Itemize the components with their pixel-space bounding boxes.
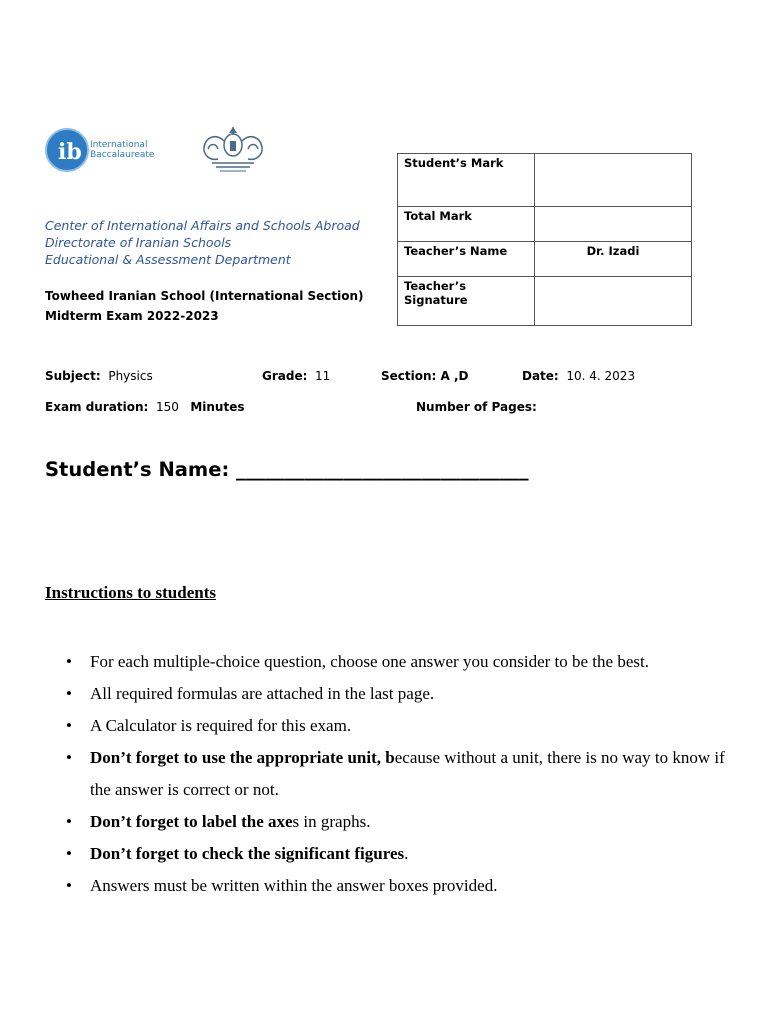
duration-value: 150	[155, 400, 179, 414]
pages-field	[416, 400, 537, 414]
duration-label: Exam duration:	[45, 400, 149, 414]
grade-label: Grade:	[262, 369, 308, 383]
subject-value: Physics	[108, 369, 153, 383]
marks-value-student-mark[interactable]	[535, 154, 692, 207]
marks-label: Teacher’s Name	[398, 242, 535, 277]
instruction-item: • A Calculator is required for this exam.	[45, 710, 745, 742]
department-line-1: Center of International Affairs and Schools Abroad	[45, 218, 360, 233]
student-name-field[interactable]: Student’s Name: ______________________________	[45, 458, 529, 481]
marks-table	[397, 153, 692, 326]
date-value: 10. 4. 2023	[566, 369, 636, 383]
section-field	[381, 369, 469, 383]
grade-field	[262, 369, 330, 383]
marks-value-total-mark[interactable]	[535, 207, 692, 242]
ib-logo	[45, 125, 155, 175]
ib-logo-text-1: International	[90, 140, 148, 150]
duration-field	[45, 400, 244, 414]
instruction-item: • Don’t forget to check the significant figures.	[45, 838, 745, 870]
instruction-item: • Don’t forget to use the appropriate unit, because without a unit, there is no way to know if the answer is correct or not.	[45, 742, 745, 806]
marks-row	[398, 242, 692, 277]
iran-emblem	[198, 123, 268, 175]
date-field	[522, 369, 635, 383]
marks-row	[398, 277, 692, 326]
subject-label: Subject:	[45, 369, 101, 383]
pages-label: Number of Pages:	[416, 400, 537, 414]
marks-label: Student’s Mark	[398, 154, 535, 207]
department-line-2: Directorate of Iranian Schools	[45, 235, 232, 250]
instruction-item: • For each multiple-choice question, choose one answer you consider to be the best.	[45, 646, 745, 678]
department-line-3: Educational & Assessment Department	[45, 252, 291, 267]
marks-label: Teacher’s Signature	[398, 277, 535, 326]
instruction-item: • Don’t forget to label the axes in graphs.	[45, 806, 745, 838]
marks-row	[398, 154, 692, 207]
instruction-item: • Answers must be written within the answer boxes provided.	[45, 870, 745, 902]
marks-value-teacher-name: Dr. Izadi	[535, 242, 692, 277]
exam-title: Midterm Exam 2022-2023	[45, 309, 219, 323]
ib-logo-text-2: Baccalaureate	[90, 150, 155, 160]
subject-field	[45, 369, 153, 383]
school-name: Towheed Iranian School (International Section)	[45, 289, 364, 303]
marks-value-teacher-signature[interactable]	[535, 277, 692, 326]
marks-row	[398, 207, 692, 242]
ib-logo-mark: ib	[58, 139, 82, 165]
section-label: Section: A ,D	[381, 369, 469, 383]
date-label: Date:	[522, 369, 559, 383]
instruction-item: • All required formulas are attached in the last page.	[45, 678, 745, 710]
instructions-title: Instructions to students	[45, 583, 216, 602]
grade-value: 11	[315, 369, 331, 383]
marks-label: Total Mark	[398, 207, 535, 242]
instructions-list	[45, 646, 745, 902]
duration-unit: Minutes	[190, 400, 245, 414]
